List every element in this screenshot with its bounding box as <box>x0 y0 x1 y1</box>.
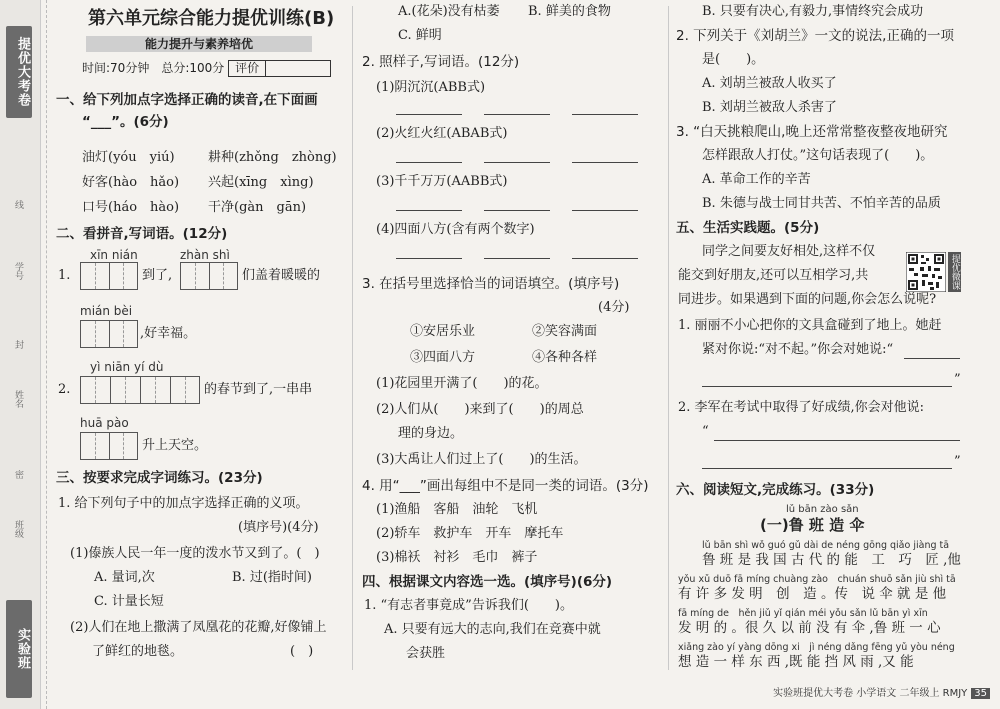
quote-mark: “ <box>702 424 709 439</box>
question-text: (1)傣族人民一年一度的泼水节又到了。( ) <box>70 546 320 561</box>
section-1-heading-cont: “___”。(6分) <box>82 114 169 130</box>
word-group[interactable]: (1)渔船 客船 油轮 飞机 <box>376 502 538 517</box>
eval-label: 评价 <box>228 60 266 77</box>
subtitle-bar: 能力提升与素养培优 <box>86 36 312 52</box>
answer-line[interactable] <box>396 162 462 163</box>
pronunciation-item[interactable]: 干净(gàn gān) <box>208 200 307 215</box>
strip-label: 密 <box>13 470 23 479</box>
answer-line[interactable] <box>484 114 550 115</box>
story-text-line: 想 造 一 样 东 西 ,既 能 挡 风 雨 ,又 能 <box>678 654 914 670</box>
story-pinyin-line: yǒu xǔ duō fā míng chuàng zào chuán shuō sǎn jiù shì tā <box>678 574 956 585</box>
answer-line[interactable] <box>572 114 638 115</box>
story-pinyin-line: lǔ bān shì wǒ guó gǔ dài de néng gōng qiǎo jiàng tā <box>702 540 950 551</box>
paragraph-line: 能交到好朋友,还可以互相学习,共 <box>678 268 869 283</box>
sentence-text: 到了, <box>142 268 173 283</box>
quote-mark: ” <box>954 372 961 387</box>
option-c[interactable]: C. 计量长短 <box>94 594 164 609</box>
pronunciation-item[interactable]: 好客(hào hǎo) <box>82 175 180 190</box>
answer-line[interactable] <box>904 358 960 359</box>
word-choice: ①安居乐业 <box>410 324 476 339</box>
answer-line[interactable] <box>484 210 550 211</box>
story-text-line: 发 明 的 。很 久 以 前 没 有 伞 ,鲁 班 一 心 <box>678 620 941 636</box>
pronunciation-item[interactable]: 耕种(zhǒng zhòng) <box>208 150 337 165</box>
question-text: 1. 丽丽不小心把你的文具盒碰到了地上。她赶 <box>678 318 942 333</box>
footer-text: 实验班提优大考卷 小学语文 二年级上 RMJY <box>773 688 968 699</box>
answer-paren[interactable]: ( ) <box>290 644 314 659</box>
option-b[interactable]: B. 过(指时间) <box>232 570 312 585</box>
strip-label: 学号 <box>13 262 23 280</box>
story-text-line: 有 许 多 发 明 创 造 。传 说 伞 就 是 他 <box>678 586 947 602</box>
word-choice: ④各种各样 <box>532 350 598 365</box>
question-score: (4分) <box>598 300 630 315</box>
qr-label: 提优微课 <box>949 254 960 290</box>
word-choice: ③四面八方 <box>410 350 476 365</box>
answer-line[interactable] <box>714 440 960 441</box>
write-box[interactable] <box>180 262 238 290</box>
paragraph-line: 同学之间要友好相处,这样不仅 <box>702 244 876 259</box>
story-text-line: 鲁 班 是 我 国 古 代 的 能 工 巧 匠 ,他 <box>702 552 961 568</box>
word-pattern-item: (3)千千万万(AABB式) <box>376 174 508 189</box>
question-number: 1. <box>58 268 71 283</box>
write-box[interactable] <box>80 376 200 404</box>
answer-line[interactable] <box>572 258 638 259</box>
brand-tab-bottom: 实验班 <box>6 600 32 698</box>
section-6-heading: 六、阅读短文,完成练习。(33分) <box>676 482 875 498</box>
paragraph-line: 同进步。如果遇到下面的问题,你会怎么说呢? <box>678 292 937 307</box>
option-c[interactable]: C. 鲜明 <box>398 28 442 43</box>
question-text-cont: 了鲜红的地毯。 <box>92 644 184 659</box>
section-2-heading: 二、看拼音,写词语。(12分) <box>56 226 228 242</box>
section-4-heading: 四、根据课文内容选一选。(填序号)(6分) <box>362 574 613 590</box>
column-1 <box>56 0 346 700</box>
section-1-heading: 一、给下列加点字选择正确的读音,在下面画 <box>56 92 318 108</box>
option-a[interactable]: A. 只要有远大的志向,我们在竞赛中就 <box>384 622 601 637</box>
pinyin-hint: huā pào <box>80 416 129 430</box>
answer-line[interactable] <box>702 386 952 387</box>
word-choice: ②笑容满面 <box>532 324 598 339</box>
column-2 <box>362 0 662 700</box>
page-number: 35 <box>971 688 990 699</box>
fill-sentence[interactable]: (3)大禹让人们过上了( )的生活。 <box>376 452 587 467</box>
quote-mark: ” <box>954 454 961 469</box>
page-title: 第六单元综合能力提优训练(B) <box>88 8 335 29</box>
question-text: 1. “有志者事竟成”告诉我们( )。 <box>364 598 573 613</box>
word-pattern-item: (4)四面八方(含有两个数字) <box>376 222 535 237</box>
option-b[interactable]: B. 鲜美的食物 <box>528 4 611 19</box>
story-pinyin-line: fā míng de hěn jiǔ yǐ qián méi yǒu sǎn lǔ bān yì xīn <box>678 608 928 619</box>
answer-line[interactable] <box>484 258 550 259</box>
pinyin-hint: yì niān yí dù <box>90 360 164 374</box>
word-pattern-item: (2)火红火红(ABAB式) <box>376 126 508 141</box>
pronunciation-item[interactable]: 口号(háo hào) <box>82 200 180 215</box>
answer-line[interactable] <box>702 468 952 469</box>
story-pinyin-line: xiǎng zào yí yàng dōng xi jì néng dǎng fēng yǔ yòu néng <box>678 642 955 653</box>
page-footer <box>773 684 990 699</box>
answer-line[interactable] <box>396 210 462 211</box>
exam-meta: 时间:70分钟 总分:100分 <box>82 61 225 75</box>
brand-tab-top: 提优大考卷 <box>6 26 32 118</box>
question-3-heading-cont: 怎样跟敌人打仗。”这句话表现了( )。 <box>702 148 934 163</box>
strip-label: 班级 <box>13 520 23 538</box>
pinyin-hint: xīn nián <box>90 248 138 262</box>
answer-line[interactable] <box>572 210 638 211</box>
option-b[interactable]: B. 朱德与战士同甘共苦、不怕辛苦的品质 <box>702 196 941 211</box>
fill-sentence[interactable]: (2)人们从( )来到了( )的周总 <box>376 402 584 417</box>
column-divider <box>668 6 669 670</box>
question-3-heading: 3. “白天挑粮爬山,晚上还常常整夜整夜地研究 <box>676 124 948 140</box>
write-box[interactable] <box>80 320 138 348</box>
question-text: (2)人们在地上撒满了凤凰花的花瓣,好像铺上 <box>70 620 327 635</box>
question-2-heading-cont: 是( )。 <box>702 52 765 67</box>
sentence-text: ,好幸福。 <box>140 326 197 341</box>
sentence-text: 们盖着暖暖的 <box>242 268 321 283</box>
option-a[interactable]: A. 刘胡兰被敌人收买了 <box>702 76 837 91</box>
answer-line[interactable] <box>572 162 638 163</box>
cut-line <box>46 0 47 709</box>
sentence-text: 升上天空。 <box>142 438 208 453</box>
pronunciation-item[interactable]: 兴起(xīng xìng) <box>208 175 314 190</box>
story-title-pinyin: lǔ bān zào sǎn <box>786 504 859 515</box>
word-group[interactable]: (2)轿车 救护车 开车 摩托车 <box>376 526 564 541</box>
question-text: 2. 李军在考试中取得了好成绩,你会对他说: <box>678 400 925 415</box>
story-title: (一)鲁 班 造 伞 <box>760 516 865 534</box>
pinyin-hint: zhàn shì <box>180 248 230 262</box>
qr-code[interactable] <box>906 252 946 292</box>
pinyin-hint: mián bèi <box>80 304 133 318</box>
question-number: 2. <box>58 382 71 397</box>
pronunciation-item[interactable]: 油灯(yóu yiú) <box>82 150 175 165</box>
option-b[interactable]: B. 只要有决心,有毅力,事情终究会成功 <box>702 4 924 19</box>
answer-line[interactable] <box>484 162 550 163</box>
binding-strip <box>0 0 41 709</box>
section-5-heading: 五、生活实践题。(5分) <box>676 220 820 236</box>
question-3-heading: 3. 在括号里选择恰当的词语填空。(填序号) <box>362 276 620 292</box>
option-a[interactable]: A. 革命工作的辛苦 <box>702 172 811 187</box>
question-text-cont: 紧对你说:“对不起。”你会对她说:“ <box>702 342 894 357</box>
strip-label: 线 <box>13 200 23 209</box>
option-b[interactable]: B. 刘胡兰被敌人杀害了 <box>702 100 837 115</box>
option-a[interactable]: A.(花朵)没有枯萎 <box>398 4 500 19</box>
strip-label: 姓名 <box>13 390 23 408</box>
section-3-heading: 三、按要求完成字词练习。(23分) <box>56 470 263 486</box>
fill-sentence-cont: 理的身边。 <box>398 426 464 441</box>
fill-sentence[interactable]: (1)花园里开满了( )的花。 <box>376 376 548 391</box>
option-a-cont: 会获胜 <box>406 646 446 661</box>
column-divider <box>352 6 353 670</box>
question-4-heading: 4. 用“___”画出每组中不是同一类的词语。(3分) <box>362 478 649 494</box>
write-box[interactable] <box>80 432 138 460</box>
question-2-heading: 2. 照样子,写词语。(12分) <box>362 54 520 70</box>
sentence-text: 的春节到了,一串串 <box>204 382 313 397</box>
answer-line[interactable] <box>396 114 462 115</box>
write-box[interactable] <box>80 262 138 290</box>
eval-score-field[interactable] <box>266 60 331 77</box>
word-group[interactable]: (3)棉袄 衬衫 毛巾 裤子 <box>376 550 538 565</box>
strip-label: 封 <box>13 340 23 349</box>
option-a[interactable]: A. 量词,次 <box>94 570 155 585</box>
column-3 <box>676 0 972 700</box>
word-pattern-item: (1)阴沉沉(ABB式) <box>376 80 486 95</box>
question-text: 1. 给下列句子中的加点字选择正确的义项。 <box>58 496 309 511</box>
question-note: (填序号)(4分) <box>238 520 319 535</box>
question-2-heading: 2. 下列关于《刘胡兰》一文的说法,正确的一项 <box>676 28 954 44</box>
answer-line[interactable] <box>396 258 462 259</box>
